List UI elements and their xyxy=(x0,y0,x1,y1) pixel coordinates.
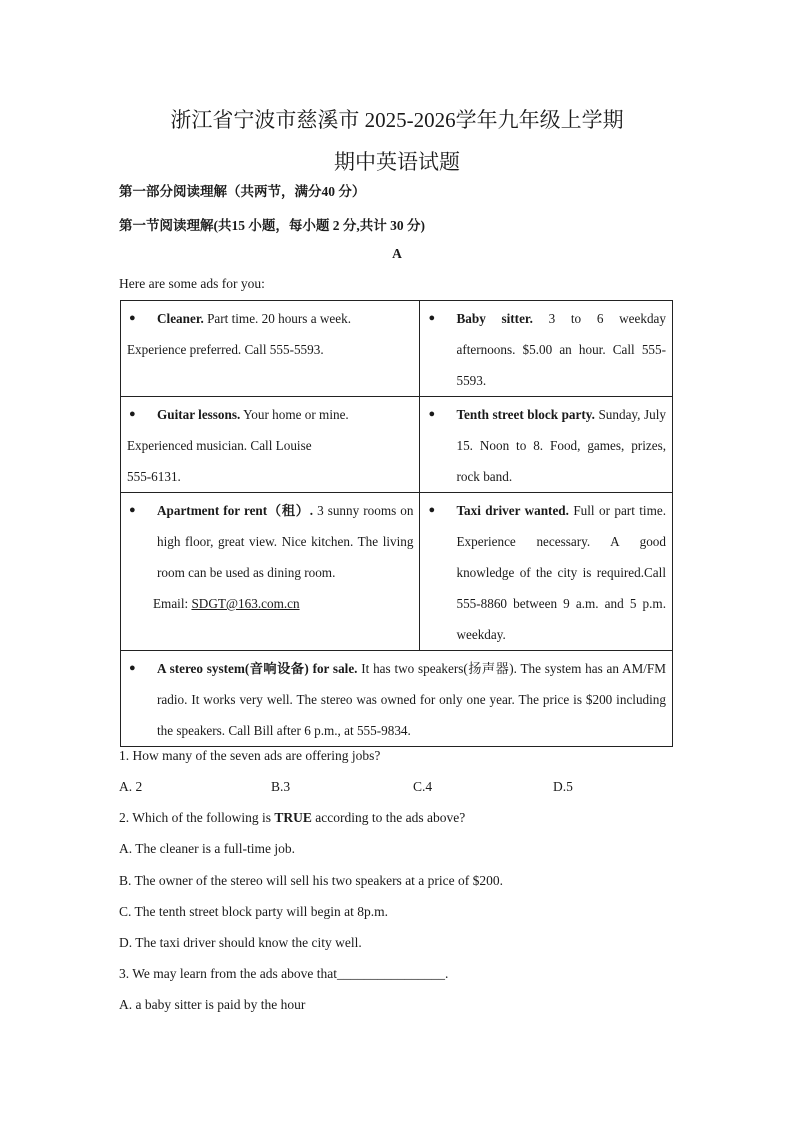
ad-line xyxy=(426,399,666,492)
bullet-icon: ● xyxy=(129,312,136,324)
ad-cell-stereo xyxy=(121,651,673,747)
ad-text: Experienced musician. Call Louise xyxy=(127,438,312,453)
ad-title: Tenth street block party. xyxy=(456,407,595,422)
ad-text: Experience preferred. Call 555-5593. xyxy=(127,342,324,357)
question-1: 1. How many of the seven ads are offering jobs? xyxy=(119,748,381,763)
ad-cell-baby-sitter xyxy=(420,301,673,397)
ad-line xyxy=(127,495,413,588)
ad-title: A stereo system(音响设备) for sale. xyxy=(157,661,358,676)
ad-text: Full or part time. Experience necessary. A good knowledge of the city is required.Call 555-8860 between 9 a.m. and 5 p.m. weekday. xyxy=(456,503,666,642)
ad-text: Part time. 20 hours a week. xyxy=(203,311,351,326)
ad-line xyxy=(426,303,666,396)
bullet-icon: ● xyxy=(129,504,136,516)
option-d[interactable]: D.5 xyxy=(553,779,573,794)
option-d[interactable]: D. The taxi driver should know the city well. xyxy=(119,935,362,950)
exam-subtitle: 期中英语试题 xyxy=(334,150,460,174)
ad-title: Apartment for rent（租）. xyxy=(157,503,314,518)
question-emphasis: TRUE xyxy=(274,810,312,825)
ad-title: Guitar lessons. xyxy=(157,407,241,422)
option-b[interactable]: B. The owner of the stereo will sell his two speakers at a price of $200. xyxy=(119,873,504,888)
bullet-icon: ● xyxy=(428,504,436,516)
bullet-icon: ● xyxy=(129,408,136,420)
ad-line xyxy=(127,399,413,430)
ad-title: Taxi driver wanted. xyxy=(456,503,569,518)
subsection-heading: 第一节阅读理解(共15 小题，每小题 2 分,共计 30 分) xyxy=(119,218,425,233)
email-link[interactable]: SDGT@163.com.cn xyxy=(191,596,300,611)
ads-table xyxy=(120,300,673,747)
question-text: according to the ads above? xyxy=(311,810,466,825)
bullet-icon: ● xyxy=(428,312,436,324)
option-a[interactable]: A. The cleaner is a full-time job. xyxy=(119,841,295,856)
option-c[interactable]: C. The tenth street block party will begin at 8p.m. xyxy=(119,904,388,919)
exam-title: 浙江省宁波市慈溪市 2025-2026学年九年级上学期 xyxy=(170,108,624,132)
ad-text: 3 to 6 weekday afternoons. $5.00 an hour. Call 555-5593. xyxy=(456,311,666,388)
ad-line xyxy=(127,653,666,746)
section-heading: 第一部分阅读理解（共两节，满分40 分） xyxy=(119,184,366,199)
ad-title: Cleaner. xyxy=(157,311,204,326)
passage-intro: Here are some ads for you: xyxy=(119,276,265,291)
ad-line xyxy=(426,495,666,650)
question-2 xyxy=(119,810,465,826)
bullet-icon: ● xyxy=(129,662,136,674)
ad-text: It has two speakers(扬声器). The system has an AM/FM radio. It works very well. The stereo was owned for only one year. The price is $200 including the speakers. Call Bill after 6 p.m., at 555-9834. xyxy=(157,661,666,738)
ad-line xyxy=(127,303,413,334)
ad-cell-cleaner xyxy=(121,301,420,397)
email-line xyxy=(127,588,413,619)
ad-cell-apartment xyxy=(121,493,420,651)
question-3: 3. We may learn from the ads above that________________. xyxy=(119,966,449,981)
email-label: Email: xyxy=(153,596,192,611)
option-a[interactable]: A. 2 xyxy=(119,779,143,794)
ad-title: Baby sitter. xyxy=(456,311,533,326)
ad-text: 3 sunny rooms on high floor, great view. Nice kitchen. The living room can be used as dining room. xyxy=(157,503,414,580)
ad-text: 555-6131. xyxy=(127,469,181,484)
ad-cell-guitar xyxy=(121,397,420,493)
option-c[interactable]: C.4 xyxy=(413,779,433,794)
ad-text: Sunday, July 15. Noon to 8. Food, games, prizes, rock band. xyxy=(456,407,666,484)
bullet-icon: ● xyxy=(428,408,436,420)
option-b[interactable]: B.3 xyxy=(271,779,291,794)
ad-cell-taxi xyxy=(420,493,673,651)
question-text: 2. Which of the following is xyxy=(119,810,275,825)
ad-text: Your home or mine. xyxy=(240,407,349,422)
passage-label: A xyxy=(392,246,402,261)
option-a[interactable]: A. a baby sitter is paid by the hour xyxy=(119,997,306,1012)
ad-cell-block-party xyxy=(420,397,673,493)
